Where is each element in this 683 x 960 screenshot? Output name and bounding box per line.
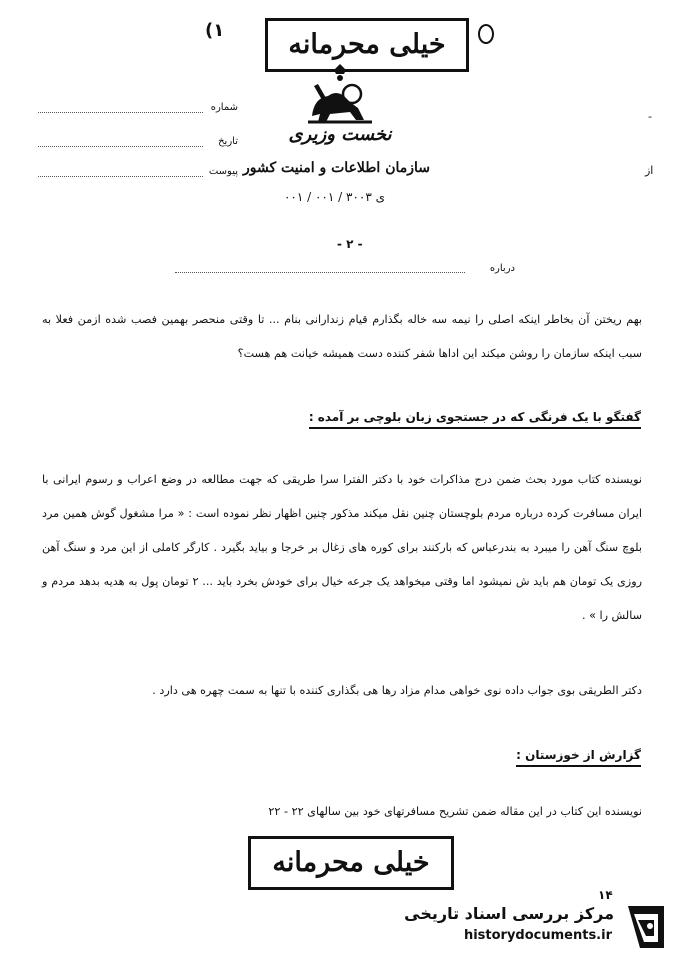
side-mark-from: از [645,164,654,177]
number-label: شماره [210,102,238,113]
attachment-dotted-line [38,176,203,177]
classification-stamp-bottom: خیلی محرمانه [248,836,454,890]
watermark-url[interactable]: historydocuments.ir [463,928,612,943]
organization-name: نخست وزیری [288,124,392,145]
regarding-dotted-line [175,272,465,273]
watermark [392,900,674,956]
regarding-label: درباره [489,263,515,274]
page-number: (١ [205,20,225,41]
section-number: - ۲ - [337,237,363,251]
reference-number: ی ۳۰۰۳ / ۰۰۱ / ۰۰۱ [283,190,385,204]
number-dotted-line [38,112,203,113]
footer-page-ref: ۱۴ [598,888,613,902]
department-name: سازمان اطلاعات و امنیت کشور [243,160,430,176]
classification-stamp-top: خیلی محرمانه [265,18,469,72]
date-label: تاریخ [218,136,238,147]
paragraph-2: نویسنده کتاب مورد بحث ضمن درج مذاکرات خود با دکتر الفترا سرا طریقی که جهت مطالعه در وضع اعراب و رسوم ایرانی با ایران مسافرت کرده درباره مردم بلوچستان چنین نقل میکند مذکور چنین اظهار نظر نموده است : « مرا مشغول گوش همین مرد بلوچ سنگ آهن را میبرد به بندرعباس که بارکنند برای کوره های زغال بر خرجا و بیاید بگیرد . کارگر کاملی از این مرد و سنگ آهن روزی یک تومان هم باید ش نمیشود اما وقتی میخواهد یک جرعه خیال برای خودش بخرد باید ... ۲ تومان پول به هدیه بدهد مردم و سالش را » . [42,473,643,623]
section-heading-1: گفتگو با یک فرنگی که در جستجوی زبان بلوچی بر آمده : [309,410,641,429]
paragraph-3: دکتر الطریقی بوی جواب داده نوی خواهی مدام مزاد رها هی بگذاری کننده با تنها به سمت چهره هی دارد . [152,684,642,698]
watermark-title: مرکز بررسی اسناد تاریخی [404,904,614,923]
circle-mark-icon [478,24,494,44]
archive-logo-icon [620,902,670,952]
paragraph-1: بهم ریختن آن بخاطر اینکه اصلی را نیمه سه خاله بگذارم قیام زندارانی بنام ... تا وقتی منحصر بهمین فصب شده ازمن فعلا به سبب اینکه سازمان را روشن میکند این اداها شفر کننده دست همیشه خیانت هم هست؟ [42,313,642,361]
date-dotted-line [38,146,203,147]
section-heading-2: گزارش از خوزستان : [516,748,641,767]
lion-and-sun-emblem-icon [300,64,380,128]
paragraph-4: نویسنده این کتاب در این مقاله ضمن تشریح مسافرتهای خود بین سالهای ۲۲ - ۲۲ [268,805,642,819]
attachment-label: پیوست [208,166,238,177]
side-mark-top: - [648,110,652,123]
